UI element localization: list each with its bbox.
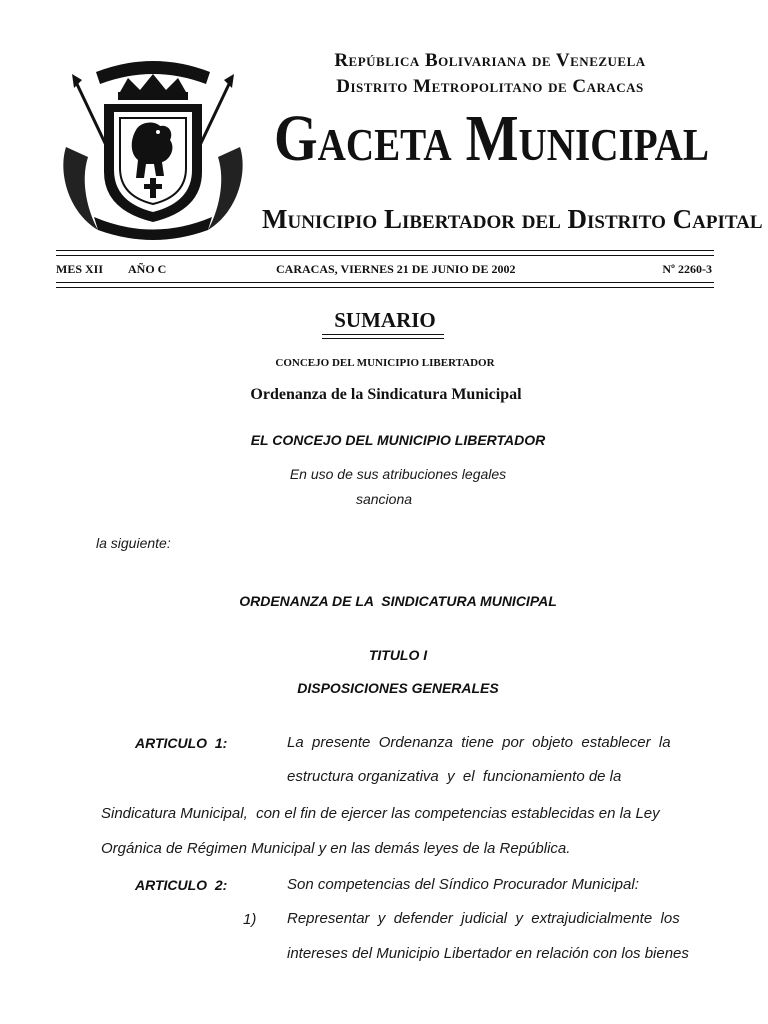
ordenanza-caps-heading: ORDENANZA DE LA SINDICATURA MUNICIPAL [239, 593, 557, 609]
dateline-date: CARACAS, VIERNES 21 DE JUNIO DE 2002 [276, 262, 516, 276]
dateline-top-rule [56, 250, 714, 251]
sumario-heading: SUMARIO [334, 308, 436, 332]
dateline-bottom-rule-2 [56, 287, 714, 288]
concejo-heading: CONCEJO DEL MUNICIPIO LIBERTADOR [275, 357, 495, 369]
dateline-anio: AÑO C [128, 262, 167, 276]
dateline-top-rule-2 [56, 255, 714, 256]
article-1-line-2: estructura organizativa y el funcionamiento de la [287, 768, 622, 785]
article-1-line-1: La presente Ordenanza tiene por objeto establecer la [287, 734, 671, 751]
disposiciones-heading: DISPOSICIONES GENERALES [297, 680, 499, 696]
dateline-bottom-rule [56, 282, 714, 283]
coat-of-arms-emblem [58, 52, 248, 242]
item-1-number: 1) [243, 911, 257, 928]
concejo-italic-heading: EL CONCEJO DEL MUNICIPIO LIBERTADOR [250, 432, 546, 448]
sumario-underline-2 [322, 338, 444, 339]
gazette-title: Gaceta Municipal [273, 102, 710, 175]
header-line-republica: República Bolivariana de Venezuela [334, 50, 646, 71]
dateline-mes: MES XII [56, 262, 104, 276]
uso-line-2: sanciona [355, 491, 413, 507]
article-1-line-4: Orgánica de Régimen Municipal y en las demás leyes de la República. [101, 840, 571, 857]
article-1-line-3: Sindicatura Municipal, con el fin de ejercer las competencias establecidas en la Ley [101, 805, 660, 822]
article-2-line-1: Son competencias del Síndico Procurador Municipal: [287, 876, 639, 893]
header-line-distrito: Distrito Metropolitano de Caracas [336, 76, 644, 97]
item-1-line-2: intereses del Municipio Libertador en relación con los bienes [287, 945, 689, 962]
ordenanza-title: Ordenanza de la Sindicatura Municipal [250, 386, 522, 403]
article-2-label: ARTICULO 2: [135, 877, 228, 893]
titulo-heading: TITULO I [368, 647, 428, 663]
siguiente-text: la siguiente: [96, 535, 171, 551]
article-1-label: ARTICULO 1: [135, 735, 228, 751]
sumario-underline-1 [322, 334, 444, 335]
gazette-subtitle: Municipio Libertador del Distrito Capital [262, 204, 763, 234]
dateline-number: Nº 2260-3 [662, 262, 712, 276]
item-1-line-1: Representar y defender judicial y extrajudicialmente los [287, 910, 680, 927]
uso-line-1: En uso de sus atribuciones legales [289, 466, 507, 482]
